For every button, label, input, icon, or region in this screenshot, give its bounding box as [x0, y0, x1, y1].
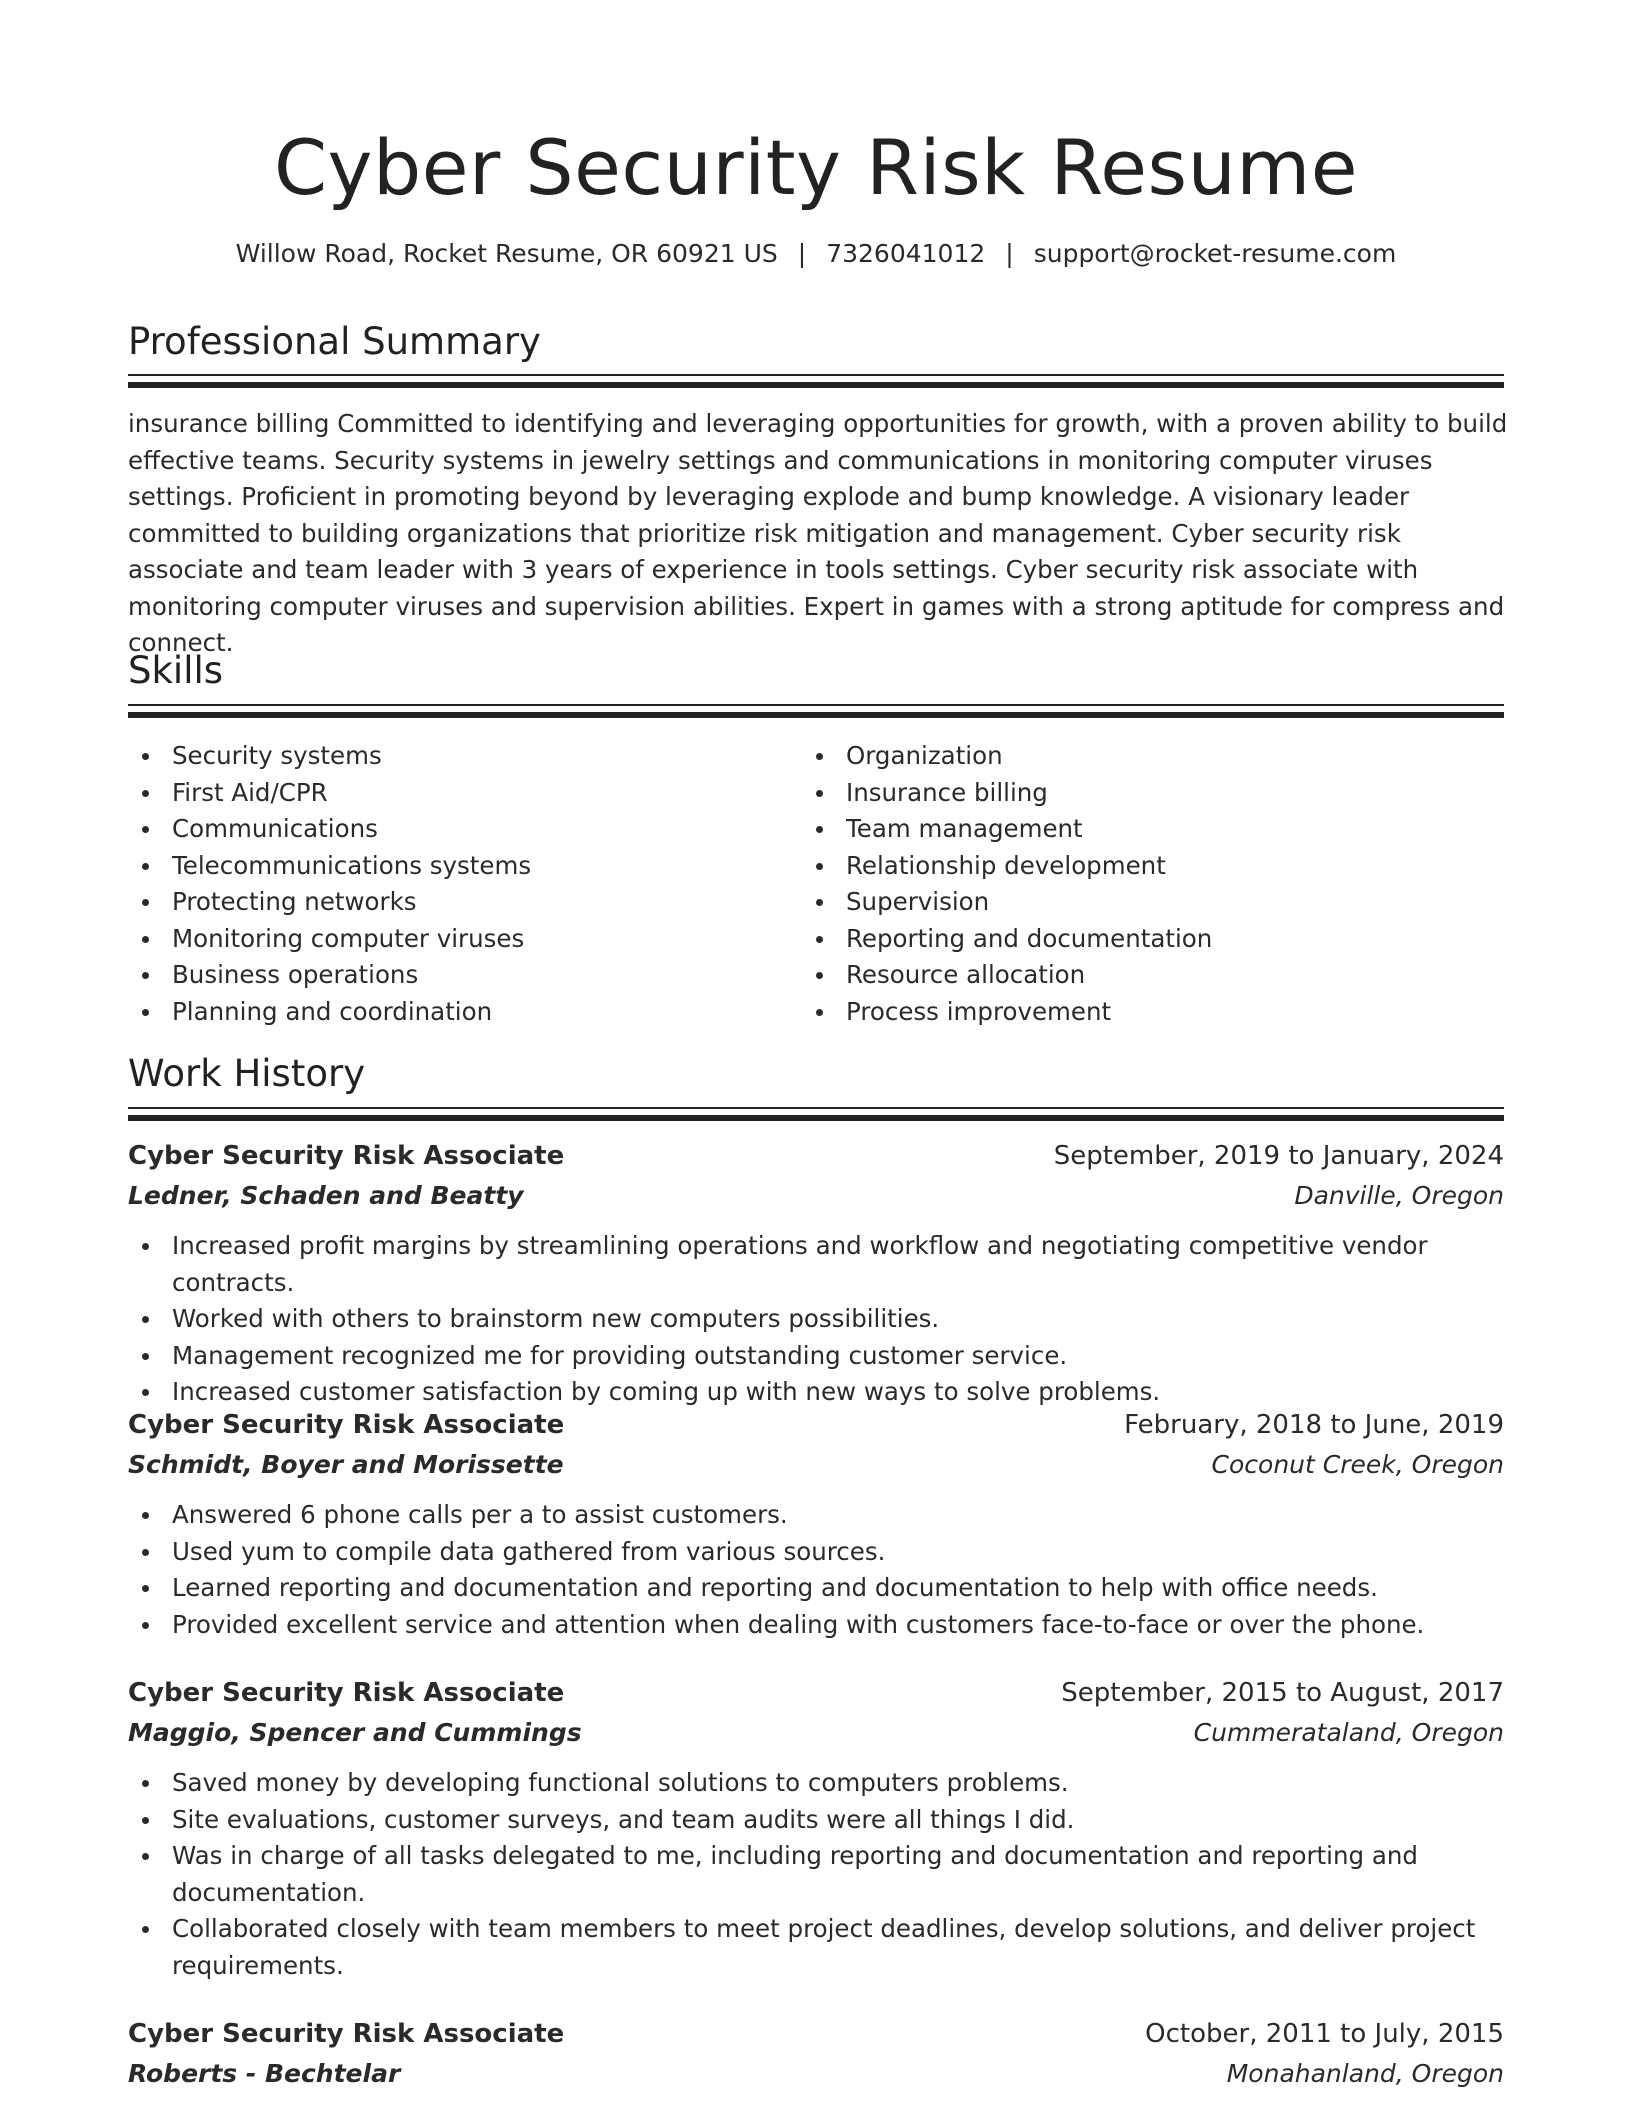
- job-location: Monahanland, Oregon: [1226, 2059, 1504, 2088]
- skill-item: Planning and coordination: [128, 994, 788, 1031]
- job-dates: September, 2015 to August, 2017: [1061, 1678, 1504, 1708]
- contact-separator: |: [1005, 239, 1014, 268]
- job-location: Cummerataland, Oregon: [1193, 1718, 1504, 1747]
- job-bullet: Management recognized me for providing outstanding customer service.: [128, 1338, 1504, 1375]
- job-bullet: Saved money by developing functional solutions to computers problems.: [128, 1765, 1504, 1802]
- skill-item: Telecommunications systems: [128, 848, 788, 885]
- job-bullet: Site evaluations, customer surveys, and team audits were all things I did.: [128, 1802, 1504, 1839]
- section-title-summary: Professional Summary: [128, 320, 541, 363]
- summary-text: insurance billing Committed to identifying and leveraging opportunities for growth, with a proven ability to build effective teams. Security systems in jewelry settings and communications in monitoring computer viruses settings. Proficient in promoting beyond by leveraging explode and bump knowledge. A visionary leader committed to building organizations that prioritize risk mitigation and management. Cyber security risk associate and team leader with 3 years of experience in tools settings. Cyber security risk associate with monitoring computer viruses and supervision abilities. Expert in games with a strong aptitude for compress and connect.: [128, 409, 1508, 657]
- job-dates: October, 2011 to July, 2015: [1145, 2019, 1504, 2049]
- job-entry: [128, 2014, 1504, 2094]
- contact-phone: 7326041012: [826, 239, 986, 268]
- job-entry: [128, 1405, 1504, 1643]
- job-company: Maggio, Spencer and Cummings: [128, 1718, 582, 1747]
- job-company: Roberts - Bechtelar: [128, 2059, 401, 2088]
- job-location: Danville, Oregon: [1294, 1181, 1504, 1210]
- job-entry: [128, 1136, 1504, 1411]
- job-entry: [128, 1673, 1504, 1984]
- contact-address: Willow Road, Rocket Resume, OR 60921 US: [235, 239, 778, 268]
- resume-name: Cyber Security Risk Resume: [273, 123, 1359, 212]
- skill-item: Protecting networks: [128, 884, 788, 921]
- job-company: Schmidt, Boyer and Morissette: [128, 1450, 564, 1479]
- job-title: Cyber Security Risk Associate: [128, 2019, 565, 2049]
- contact-email: support@rocket-resume.com: [1033, 239, 1397, 268]
- skills-column-right: [802, 738, 1462, 1030]
- section-title-skills: Skills: [128, 649, 224, 692]
- job-bullet: Increased customer satisfaction by coming up with new ways to solve problems.: [128, 1374, 1504, 1411]
- job-bullet: Increased profit margins by streamlining operations and workflow and negotiating competitive vendor contracts.: [128, 1228, 1504, 1301]
- skill-item: Organization: [802, 738, 1462, 775]
- skill-item: Relationship development: [802, 848, 1462, 885]
- skill-item: Communications: [128, 811, 788, 848]
- contact-line: [0, 236, 1632, 272]
- job-location: Coconut Creek, Oregon: [1211, 1450, 1504, 1479]
- job-dates: February, 2018 to June, 2019: [1124, 1410, 1504, 1440]
- skill-item: Monitoring computer viruses: [128, 921, 788, 958]
- skill-item: Business operations: [128, 957, 788, 994]
- job-company: Ledner, Schaden and Beatty: [128, 1181, 524, 1210]
- skill-item: Insurance billing: [802, 775, 1462, 812]
- skill-item: First Aid/CPR: [128, 775, 788, 812]
- job-bullet: Was in charge of all tasks delegated to me, including reporting and documentation and reporting and documentation.: [128, 1838, 1504, 1911]
- skill-item: Reporting and documentation: [802, 921, 1462, 958]
- job-dates: September, 2019 to January, 2024: [1053, 1141, 1504, 1171]
- skill-item: Team management: [802, 811, 1462, 848]
- job-bullet: Answered 6 phone calls per a to assist customers.: [128, 1497, 1504, 1534]
- job-bullet: Learned reporting and documentation and reporting and documentation to help with office needs.: [128, 1570, 1504, 1607]
- skill-item: Resource allocation: [802, 957, 1462, 994]
- contact-separator: |: [797, 239, 807, 268]
- skill-item: Process improvement: [802, 994, 1462, 1031]
- skill-item: Supervision: [802, 884, 1462, 921]
- job-title: Cyber Security Risk Associate: [128, 1141, 565, 1171]
- job-bullet: Used yum to compile data gathered from various sources.: [128, 1534, 1504, 1571]
- job-bullet: Worked with others to brainstorm new computers possibilities.: [128, 1301, 1504, 1338]
- section-title-work-history: Work History: [128, 1052, 366, 1095]
- job-title: Cyber Security Risk Associate: [128, 1678, 565, 1708]
- job-bullet: Collaborated closely with team members to meet project deadlines, develop solutions, and deliver project requirements.: [128, 1911, 1504, 1984]
- skill-item: Security systems: [128, 738, 788, 775]
- job-title: Cyber Security Risk Associate: [128, 1410, 565, 1440]
- job-bullet: Provided excellent service and attention when dealing with customers face-to-face or over the phone.: [128, 1607, 1504, 1644]
- skills-column-left: [128, 738, 788, 1030]
